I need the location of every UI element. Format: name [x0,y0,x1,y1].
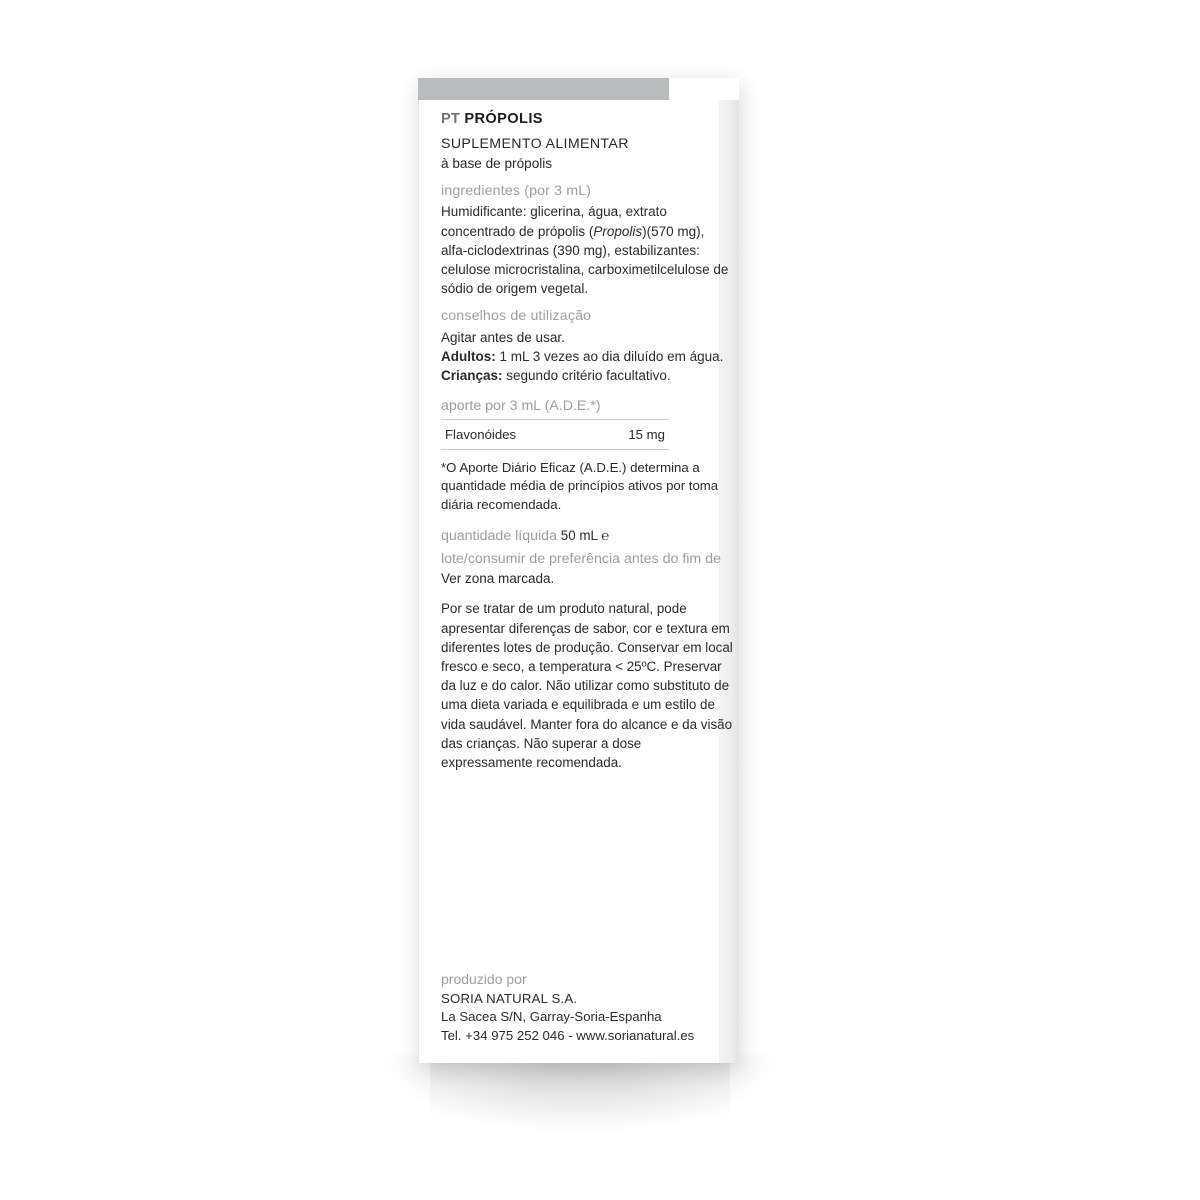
manufacturer-contact: Tel. +34 975 252 046 - www.sorianatural.es [441,1027,695,1043]
usage-adults-text: 1 mL 3 vezes ao dia diluído em água. [495,348,724,364]
usage-adults-line [441,347,733,366]
usage-adults-label: Adultos: [441,348,496,364]
package-reflection [430,1062,730,1122]
batch-heading: lote/consumir de preferência antes do fim de [441,551,721,568]
usage-children-label: Crianças: [441,368,503,384]
product-subtitle-secondary: à base de própolis [441,156,553,172]
usage-heading: conselhos de utilização [441,308,592,325]
language-code: PT [441,111,461,127]
ingredients-text [441,202,733,298]
net-quantity-line [441,526,733,546]
product-name: PRÓPOLIS [464,111,543,127]
manufacturer-heading: produzido por [441,971,527,987]
ingredients-latin-name: Propolis [593,223,643,239]
product-title [441,110,733,129]
manufacturer-name: SORIA NATURAL S.A. [441,990,578,1006]
usage-children-line [441,366,733,385]
ingredients-text-part-a: Humidificante: glicerina, água, extrato concentrado de própolis ( [441,204,667,239]
product-subtitle: SUPLEMENTO ALIMENTAR [441,136,629,153]
table-row [441,420,669,449]
net-quantity-label: quantidade líquida [441,528,557,545]
manufacturer-address: La Sacea S/N, Garray-Soria-Espanha [441,1009,662,1025]
package-top-color-bar [418,78,669,100]
ingredients-heading: ingredientes (por 3 mL) [441,183,592,200]
manufacturer-block [441,970,733,1045]
package-top-white-bar [669,78,739,100]
net-quantity-value: 50 mL ℮ [560,528,610,544]
usage-children-text: segundo critério facultativo. [502,368,671,384]
nutrient-name: Flavonóides [445,427,517,443]
warning-text: Por se tratar de um produto natural, pode apresentar diferenças de sabor, cor e textura em diferentes lotes de produção. Conservar em local fresco e seco, a temperatura < 25ºC. Preservar da luz e do calor. Não utilizar como substituto de uma dieta variada e equilibrada e um estilo de vida saudável. Manter fora do alcance e da visão das crianças. Não superar a dose expressamente recomendada. [441,601,733,771]
nutrition-table-heading: aporte por 3 mL (A.D.E.*) [441,397,669,420]
batch-value: Ver zona marcada. [441,571,555,587]
usage-shake-line: Agitar antes de usar. [441,329,565,345]
package-label-text [441,110,733,772]
ingredients-text-part-b: )(570 mg), alfa-ciclodextrinas (390 mg), estabilizantes: celulose microcristalina, carboximetilcelulose de sódio de origem vegetal. [441,223,729,297]
nutrient-value: 15 mg [628,427,665,443]
ade-footnote: *O Aporte Diário Eficaz (A.D.E.) determina a quantidade média de princípios ativos por toma diária recomendada. [441,459,719,513]
package-left-fold [418,78,419,1063]
